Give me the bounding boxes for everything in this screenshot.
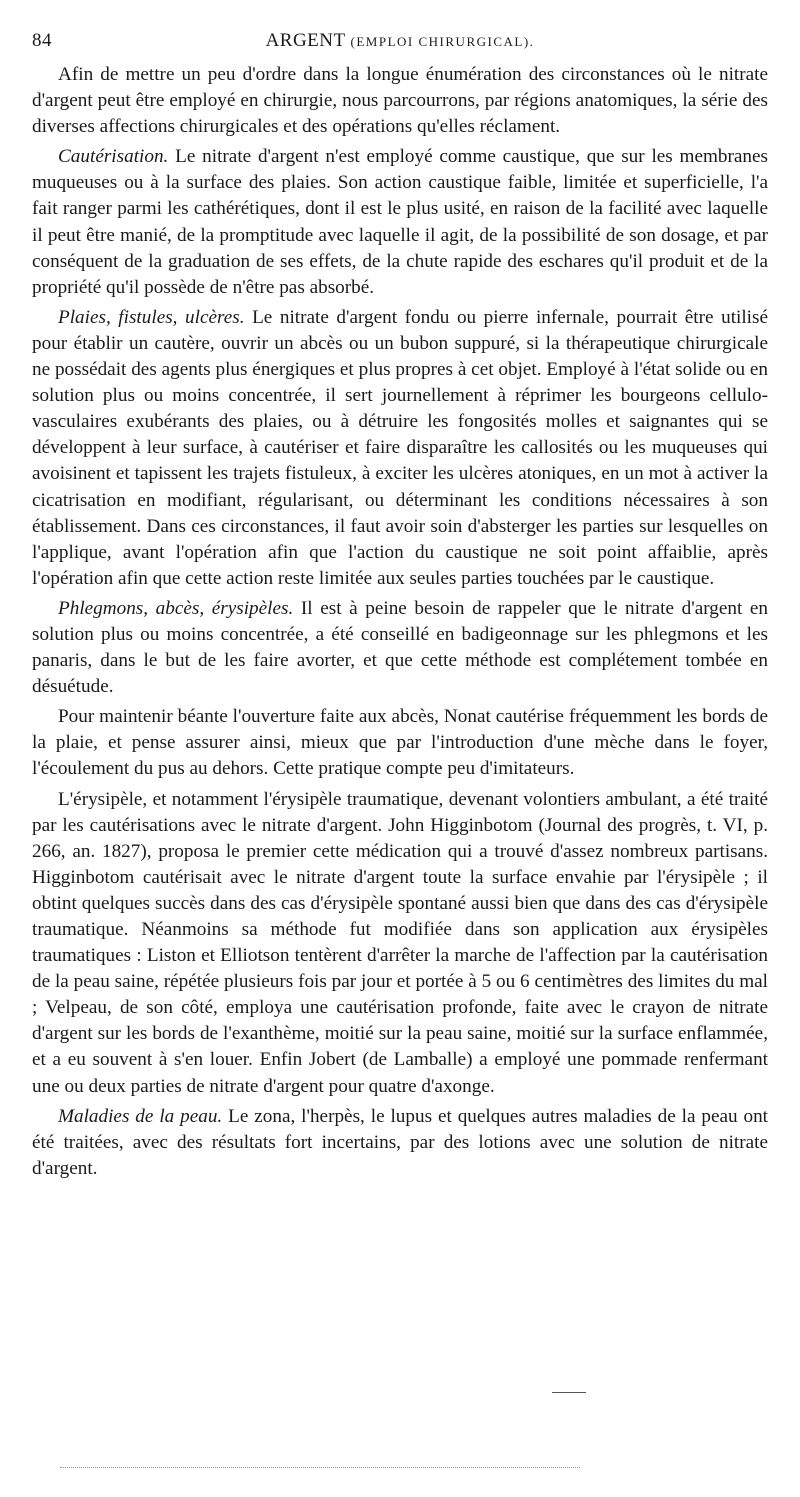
paragraph-text: Pour maintenir béante l'ouverture faite aux abcès, Nonat cautérise fréquemment les bords de la plaie, et pense assurer ainsi, mieux que par l'introduction d'une mèche dans le foyer, l'écoulement du pus au dehors. Cette pratique compte peu d'imitateurs.: [32, 706, 768, 780]
paragraph-cauterisation: [32, 144, 768, 301]
end-rule: [552, 1392, 586, 1393]
section-lead: Cautérisation.: [58, 146, 169, 168]
running-head-subtitle: (EMPLOI CHIRURGICAL).: [350, 34, 535, 49]
paragraph-text: Le nitrate d'argent fondu ou pierre infernale, pourrait être utilisé pour établir un cautère, ouvrir un abcès ou un bubon suppuré, si la thérapeutique chirurgicale ne possédait des agents plus énergiques et plus propres à cet objet. Employé à l'état solide ou en solution plus ou moins concentrée, il sert journellement à réprimer les bourgeons cellulo-vasculaires exubérants des plaies, ou à détruire les fongosités molles et saignantes qui se développent à leur surface, à cautériser et faire disparaître les callosités ou les muqueuses qui avoisinent et tapissent les trajets fistuleux, à exciter les ulcères atoniques, en un mot à activer la cicatrisation en modifiant, régularisant, ou déterminant les conditions nécessaires à son établissement. Dans ces circonstances, il faut avoir soin d'absterger les parties sur lesquelles on l'applique, avant l'opération afin que l'action du caustique ne soit point affaiblie, après l'opération afin que cette action reste limitée aux seules parties touchées par le caustique.: [32, 306, 768, 589]
paragraph-erysipele: [32, 787, 768, 1100]
paragraph-text: L'érysipèle, et notamment l'érysipèle traumatique, devenant volontiers ambulant, a été traité par les cautérisations avec le nitrate d'argent. John Higginbotom (Journal des progrès, t. VI, p. 266, an. 1827), proposa le premier cette médication qui a trouvé d'assez nombreux partisans. Higginbotom cautérisait avec le nitrate d'argent toute la surface envahie par l'érysipèle ; il obtint quelques succès dans des cas d'érysipèle spontané aussi bien que dans des cas d'érysipèle traumatique. Néanmoins sa méthode fut modifiée dans son application aux érysipèles traumatiques : Liston et Elliotson tentèrent d'arrêter la marche de l'affection par la cautérisation de la peau saine, répétée plusieurs fois par jour et portée à 5 ou 6 centimètres des limites du mal ; Velpeau, de son côté, employa une cautérisation profonde, faite avec le crayon de nitrate d'argent sur les bords de l'exanthème, moitié sur la peau saine, moitié sur la surface enflammée, et a eu souvent à s'en louer. Enfin Jobert (de Lamballe) a employé une pommade renfermant une ou deux parties de nitrate d'argent pour quatre d'axonge.: [32, 788, 768, 1097]
paragraph-text: Le nitrate d'argent n'est employé comme caustique, que sur les membranes muqueuses ou à la surface des plaies. Son action caustique faible, limitée et superficielle, l'a fait ranger parmi les cathérétiques, dont il est le plus usité, en raison de la facilité avec laquelle il peut être manié, de la promptitude avec laquelle il agit, de la possibilité de son dosage, et par conséquent de la graduation de ses effets, de la chute rapide des eschares qu'il produit et de la propriété qu'il possède de n'être pas absorbé.: [32, 146, 768, 298]
section-lead: Maladies de la peau.: [58, 1105, 223, 1127]
page-number: 84: [32, 30, 52, 51]
paragraph-abces: [32, 704, 768, 782]
page-body: [32, 62, 768, 1186]
paragraph-text: Afin de mettre un peu d'ordre dans la longue énumération des circonstances où le nitrate d'argent peut être employé en chirurgie, nous parcourrons, par régions anatomiques, la série des diverses affections chirurgicales et des opérations qu'elles réclament.: [32, 64, 768, 138]
paragraph-intro: [32, 62, 768, 140]
running-head-title: ARGENT: [265, 30, 346, 51]
page-header: [32, 30, 768, 56]
paragraph-maladies-peau: [32, 1104, 768, 1182]
paragraph-phlegmons: [32, 596, 768, 700]
running-head: [32, 30, 768, 52]
section-lead: Plaies, fistules, ulcères.: [58, 306, 245, 328]
paragraph-plaies: [32, 305, 768, 592]
bottom-rule: [60, 1467, 580, 1468]
section-lead: Phlegmons, abcès, érysipèles.: [58, 597, 294, 619]
paragraph-text: Le zona, l'herpès, le lupus et quelques autres maladies de la peau ont été traitées, avec des résultats fort incertains, par des lotions avec une solution de nitrate d'argent.: [32, 1105, 768, 1179]
paragraph-text: Il est à peine besoin de rappeler que le nitrate d'argent en solution plus ou moins concentrée, a été conseillé en badigeonnage sur les phlegmons et les panaris, dans le but de les faire avorter, et que cette méthode est complétement tombée en désuétude.: [32, 597, 768, 698]
